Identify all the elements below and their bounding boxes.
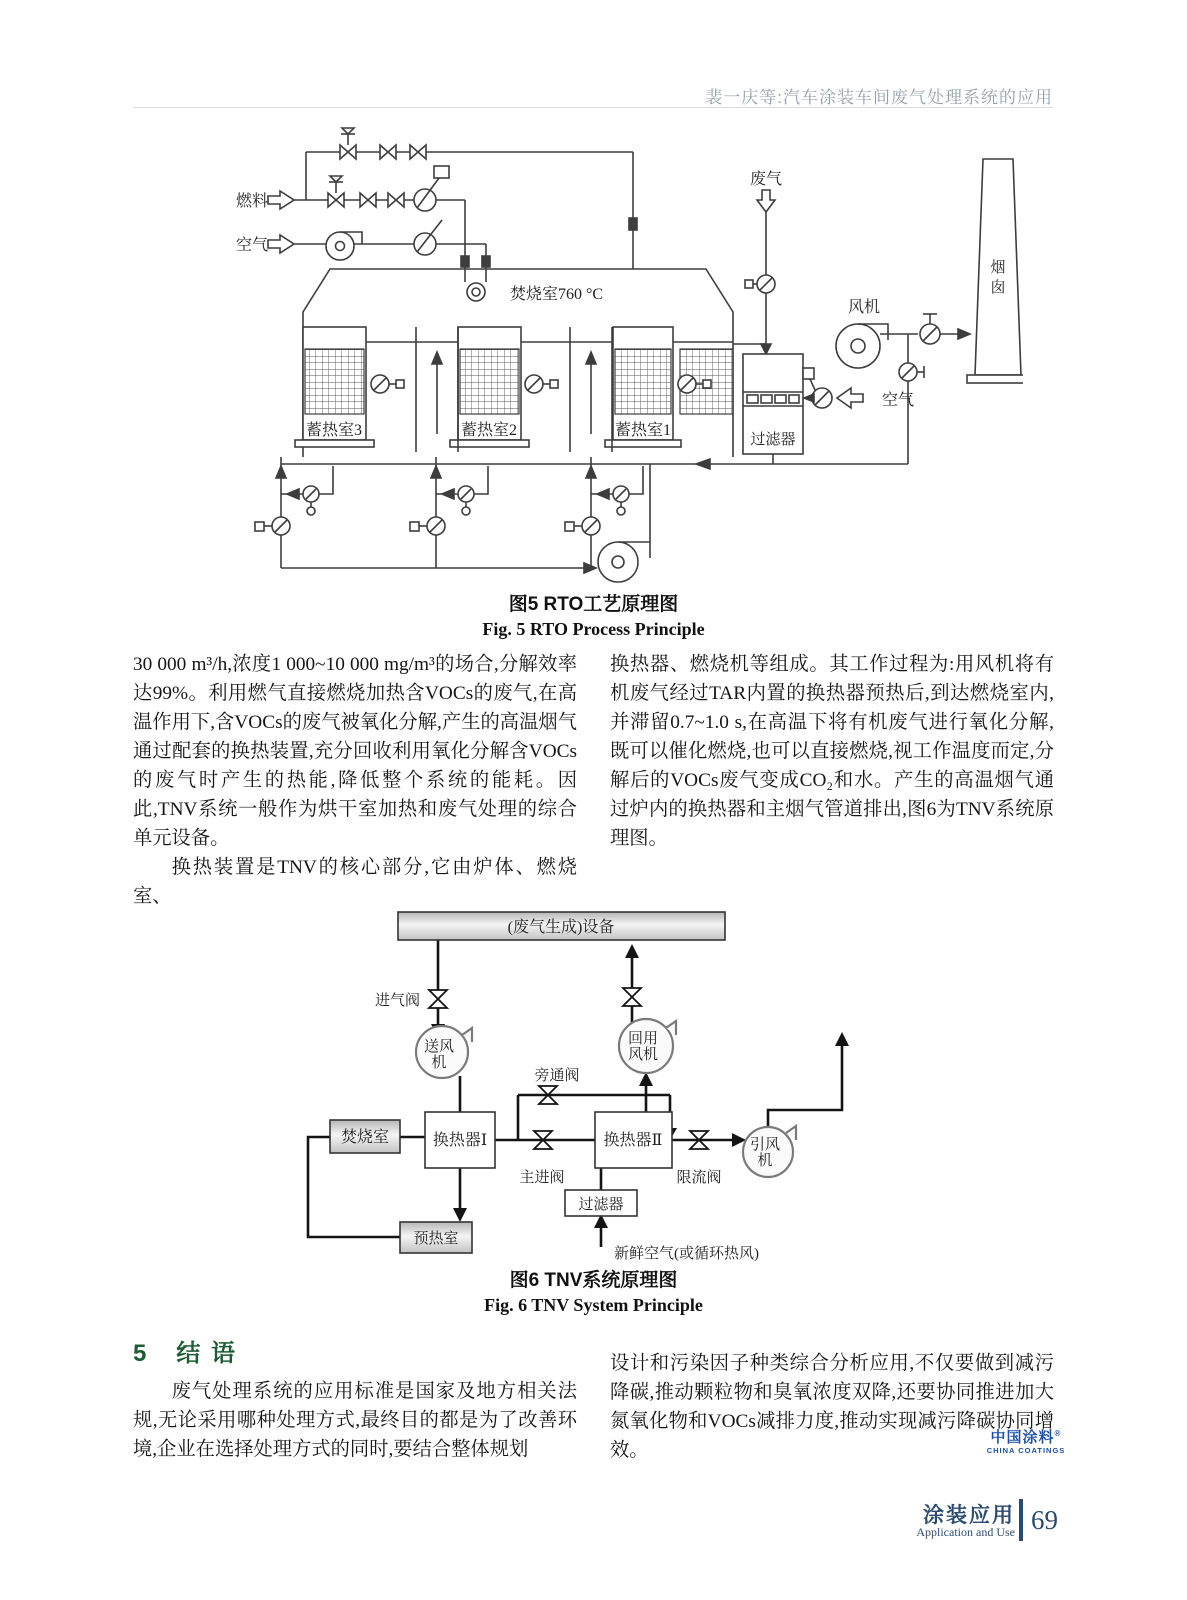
fig5-label-regenerator2: 蓄热室2	[460, 422, 518, 439]
footer-section-zh: 涂装应用	[923, 1504, 1015, 1527]
fig6-label-equipment: (废气生成)设备	[507, 919, 615, 936]
fig6-label-flow-limit-valve: 限流阀	[676, 1170, 722, 1186]
air-control-valve-icon	[414, 220, 442, 255]
fig6-label-induced-fan-1: 引风	[749, 1137, 781, 1153]
logo-name-en: CHINA COATINGS	[986, 1446, 1066, 1455]
duct-1	[366, 327, 458, 452]
page-footer	[780, 1497, 1060, 1547]
combustion-air-blower-icon	[326, 232, 362, 260]
conclusion-paragraph: 设计和污染因子种类综合分析应用,不仅要做到减污降碳,推动颗粒物和臭氧浓度双降,还要协同推进加大氮氧化物和VOCs减排力度,推动实现减污降碳协同增效。	[610, 1353, 1054, 1461]
fig6-label-fresh-air: 新鲜空气(或循环热风)	[614, 1246, 759, 1262]
fig5-svg	[218, 122, 1023, 592]
duct-2	[521, 327, 612, 452]
fig6-label-combustion-chamber: 焚烧室	[340, 1129, 390, 1146]
fuel-valve2-icon	[388, 193, 404, 207]
body-paragraph: 30 000 m³/h,浓度1 000~10 000 mg/m³的场合,分解效率达99%。利用燃气直接燃烧加热含VOCs的废气,在高温作用下,含VOCs的废气被氧化分解,产生的高温烟气通过配套的换热装置,充分回收利用氧化分解含VOCs的废气时产生的热能,降低整个系统的能耗。因此,TNV系统一般作为烘干室加热和废气处理的综合单元设备。	[133, 654, 577, 849]
fig6-label-main-inlet-valve: 主进阀	[519, 1170, 565, 1186]
fuel-shutoff-valve-icon	[328, 176, 344, 207]
footer-divider	[1019, 1499, 1023, 1541]
page-number: 69	[1031, 1505, 1058, 1535]
fig6-label-filter: 过滤器	[578, 1197, 624, 1213]
figure5-caption	[133, 592, 1054, 642]
fig5-label-air-left: 空气	[236, 237, 269, 254]
fig6-label-supply-fan-1: 送风	[423, 1039, 455, 1055]
body-paragraph: 换热器、燃烧机等组成。其工作过程为:用风机将有机废气经过TAR内置的换热器预热后,到达燃烧室内,并滞留0.7~1.0 s,在高温下将有机废气进行氧化分解,既可以催化燃烧,也可以直接燃烧,视工作温度而定,分解后的VOCs废气变成CO₂和水。产生的高温烟气通过炉内的换热器和主烟气管道排出,图6为TNV系统原理图。	[610, 654, 1054, 849]
fig6-label-induced-fan-2: 机	[757, 1153, 773, 1169]
figure6-caption	[133, 1268, 1054, 1318]
fig6-label-recycle-fan-2: 风机	[627, 1047, 659, 1063]
figure5-diagram	[218, 122, 1023, 597]
conclusion-column-left	[133, 1377, 577, 1464]
fig5-label-regenerator3: 蓄热室3	[305, 422, 363, 439]
exhaust-fan-icon	[836, 324, 888, 368]
fig5-label-waste-gas: 废气	[749, 171, 783, 188]
fig6-label-bypass-valve: 旁通阀	[534, 1068, 580, 1084]
fig6-label-intake-valve: 进气阀	[374, 993, 420, 1009]
waste-gas-arrow-icon	[757, 190, 775, 212]
figure6-caption-zh: 图6 TNV系统原理图	[509, 1270, 678, 1291]
air-right-arrow-icon	[837, 388, 863, 408]
figure6-caption-en: Fig. 6 TNV System Principle	[484, 1295, 703, 1315]
fig5-label-fuel: 燃料	[236, 193, 269, 210]
fig6-label-heat-exchanger1: 换热器Ⅰ	[432, 1132, 488, 1149]
bypass-valve2-icon	[410, 145, 426, 159]
fig5-label-air-right: 空气	[882, 392, 915, 409]
bottom-piping	[255, 457, 908, 582]
logo-registered-icon: ®	[1054, 1429, 1062, 1438]
fig5-label-fan: 风机	[847, 299, 881, 316]
body-paragraph: 换热装置是TNV的核心部分,它由炉体、燃烧室、	[133, 857, 577, 907]
fig5-label-combustion-temp: 焚烧室760 °C	[510, 286, 604, 303]
figure5-caption-zh: 图5 RTO工艺原理图	[508, 594, 679, 615]
section-number: 5	[133, 1340, 149, 1367]
fig6-label-supply-fan-2: 机	[431, 1055, 447, 1071]
figure5-caption-en: Fig. 5 RTO Process Principle	[482, 619, 705, 639]
stack-valve-icon	[920, 314, 940, 344]
figure6-diagram	[280, 882, 900, 1272]
fig5-label-chimney-1: 烟	[990, 260, 1006, 276]
body-column-right	[610, 650, 1054, 853]
fig5-label-filter: 过滤器	[750, 432, 796, 448]
burner-icon	[467, 283, 485, 301]
waste-gas-line	[733, 190, 775, 354]
fig6-label-recycle-fan-1: 回用	[627, 1031, 659, 1047]
fig5-label-chimney-2: 囱	[990, 280, 1006, 296]
bypass-shutoff-valve-icon	[340, 128, 356, 159]
body-column-left	[133, 650, 577, 911]
conclusion-paragraph: 废气处理系统的应用标准是国家及地方相关法规,无论采用哪种处理方式,最终目的都是为了改善环境,企业在选择处理方式的同时,要结合整体规划	[133, 1381, 577, 1460]
header-rule	[133, 107, 1053, 108]
logo-name-zh: 中国涂料	[990, 1429, 1055, 1446]
fuel-arrow-icon	[268, 191, 294, 209]
china-coatings-logo	[986, 1430, 1066, 1455]
recycle-valve-icon	[623, 988, 641, 1006]
air-left-arrow-icon	[268, 235, 294, 253]
bypass-valve-icon	[380, 145, 396, 159]
fuel-valve-icon	[360, 193, 376, 207]
fig6-label-preheat-chamber: 预热室	[413, 1231, 459, 1247]
fuel-control-valve-icon	[414, 166, 449, 211]
fig6-label-heat-exchanger2: 换热器Ⅱ	[603, 1132, 663, 1149]
intake-valve-icon	[429, 990, 447, 1008]
footer-section-en: Application and Use	[916, 1525, 1015, 1539]
right-air-inlet	[803, 368, 863, 408]
section-heading	[133, 1333, 237, 1368]
fig6-svg	[280, 882, 900, 1267]
section-title: 结 语	[176, 1340, 238, 1367]
running-header: 裴一庆等:汽车涂装车间废气处理系统的应用	[705, 88, 1053, 107]
fig5-label-regenerator1: 蓄热室1	[614, 422, 672, 439]
